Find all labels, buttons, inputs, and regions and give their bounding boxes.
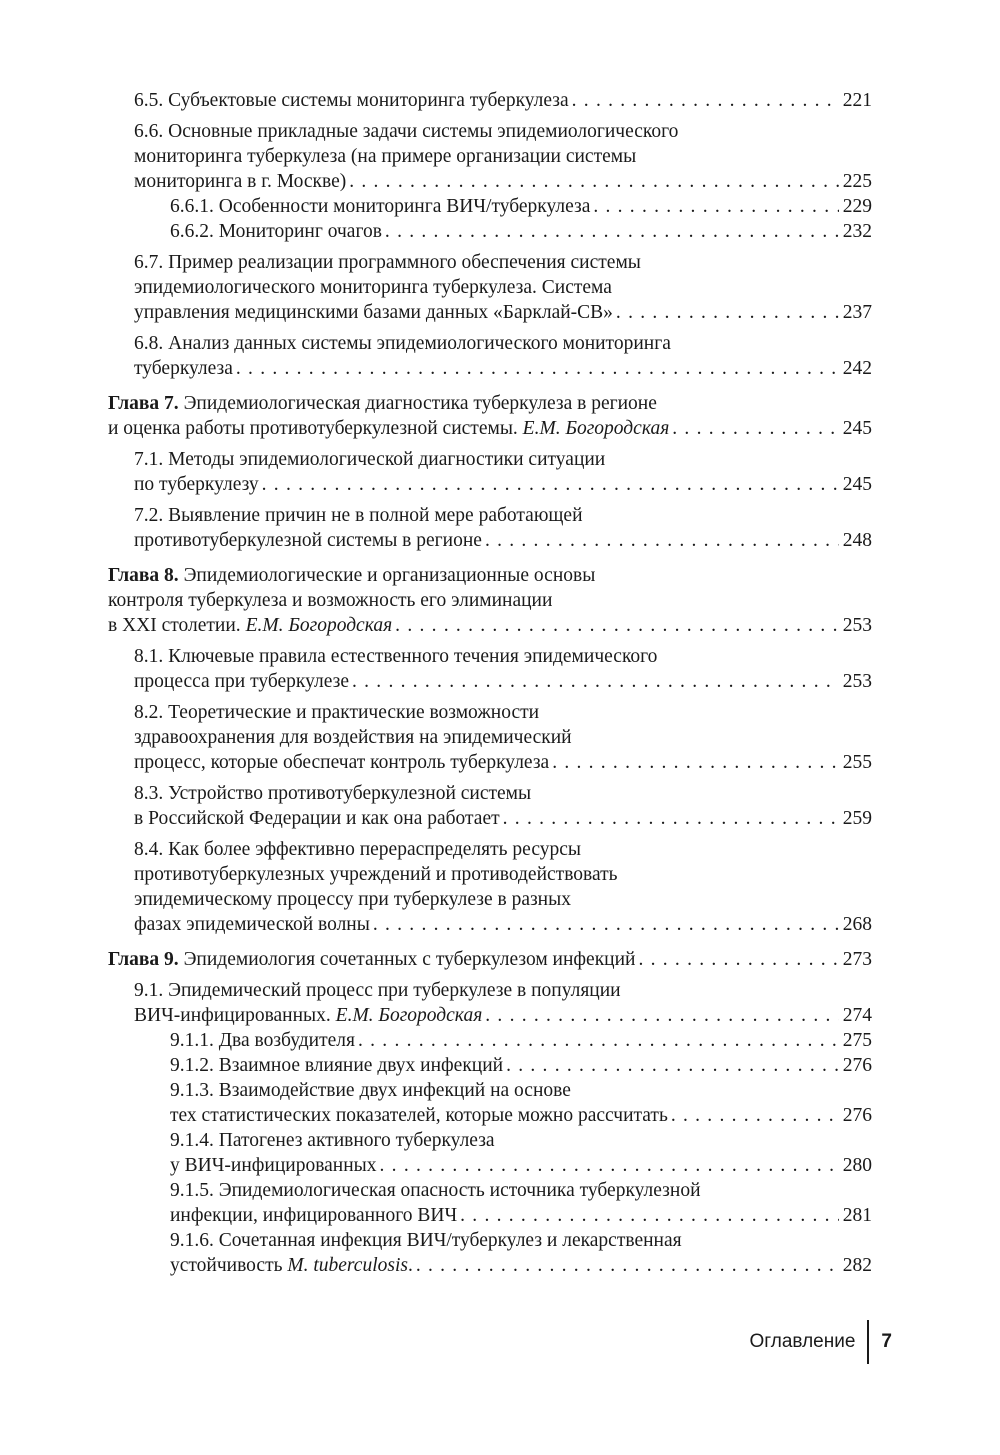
- toc-entry[interactable]: [134, 978, 872, 1028]
- author-name: Е.М. Богородская: [245, 615, 393, 636]
- toc-entry-last-line: [108, 613, 872, 638]
- toc-entry-last-line: [170, 219, 872, 244]
- toc-entry-text-wrap: [134, 912, 370, 937]
- toc-entry-text: мониторинга туберкулеза (на примере организации системы: [134, 146, 637, 167]
- leader-dots: [413, 1253, 839, 1278]
- leader-dots: [392, 613, 839, 638]
- toc-page-number: 255: [842, 752, 872, 773]
- toc-entry-text-wrap: [134, 300, 613, 325]
- chapter-label: Глава 7.: [108, 393, 179, 414]
- toc-entry-last-line: [134, 169, 872, 194]
- toc-entry-line: [108, 588, 872, 613]
- toc-entry-text: тех статистических показателей, которые можно рассчитать: [170, 1105, 668, 1126]
- toc-page-number: 232: [842, 221, 872, 242]
- toc-entry-text-wrap: [134, 669, 349, 694]
- toc-entry-text: 6.6.2. Мониторинг очагов: [170, 221, 382, 242]
- leader-dots: [382, 219, 839, 244]
- toc-entry[interactable]: [170, 1078, 872, 1128]
- toc-entry-text-wrap: [134, 356, 233, 381]
- toc-entry-line: [170, 1228, 872, 1253]
- toc-entry-text-wrap: [134, 1003, 482, 1028]
- toc-entry[interactable]: [170, 219, 872, 244]
- table-of-contents: [108, 88, 872, 1278]
- leader-dots: [590, 194, 838, 219]
- toc-entry[interactable]: [134, 781, 872, 831]
- leader-dots: [500, 806, 839, 831]
- toc-entry[interactable]: [170, 1228, 872, 1278]
- toc-entry-text: 8.1. Ключевые правила естественного течения эпидемического: [134, 646, 658, 667]
- toc-entry-last-line: [134, 912, 872, 937]
- toc-entry-text: 8.2. Теоретические и практические возможности: [134, 702, 540, 723]
- leader-dots: [482, 1003, 838, 1028]
- toc-entry-line: [170, 1178, 872, 1203]
- toc-entry-last-line: [170, 1103, 872, 1128]
- toc-entry[interactable]: [134, 119, 872, 194]
- toc-page-number: 280: [842, 1155, 872, 1176]
- toc-entry-line: [134, 119, 872, 144]
- toc-page-number: 221: [842, 90, 872, 111]
- toc-entry[interactable]: [134, 644, 872, 694]
- toc-entry-line: [108, 391, 872, 416]
- toc-entry-last-line: [134, 88, 872, 113]
- toc-entry-last-line: [170, 1153, 872, 1178]
- toc-entry-text: 6.5. Субъектовые системы мониторинга туберкулеза: [134, 90, 569, 111]
- toc-entry-line: [134, 837, 872, 862]
- toc-entry-last-line: [170, 1203, 872, 1228]
- toc-entry-last-line: [170, 1053, 872, 1078]
- toc-entry-line: [134, 644, 872, 669]
- toc-entry-line: [134, 862, 872, 887]
- toc-page-number: 229: [842, 196, 872, 217]
- leader-dots: [259, 472, 839, 497]
- toc-chapter-entry[interactable]: [108, 563, 872, 638]
- toc-entry-text: 7.1. Методы эпидемиологической диагностики ситуации: [134, 449, 606, 470]
- toc-entry-text: 9.1.6. Сочетанная инфекция ВИЧ/туберкулез и лекарственная: [170, 1230, 682, 1251]
- leader-dots: [233, 356, 839, 381]
- leader-dots: [668, 1103, 839, 1128]
- toc-entry-text: Эпидемиология сочетанных с туберкулезом инфекций: [178, 949, 636, 970]
- toc-entry-text-wrap: [170, 1053, 503, 1078]
- toc-entry-text: Эпидемиологические и организационные основы: [178, 565, 596, 586]
- toc-entry-last-line: [170, 194, 872, 219]
- toc-entry-line: [108, 563, 872, 588]
- toc-page-number: 275: [842, 1030, 872, 1051]
- toc-entry-line: [134, 447, 872, 472]
- toc-entry-text-wrap: [108, 613, 392, 638]
- toc-page-number: 274: [842, 1005, 872, 1026]
- toc-entry-text: 6.7. Пример реализации программного обеспечения системы: [134, 252, 641, 273]
- toc-page-number: 282: [842, 1255, 872, 1276]
- toc-entry-last-line: [170, 1253, 872, 1278]
- toc-entry-text: фазах эпидемической волны: [134, 914, 370, 935]
- toc-entry-text-wrap: [134, 88, 569, 113]
- toc-entry-text: в XXI столетии.: [108, 615, 246, 636]
- toc-entry-text-wrap: [170, 1153, 377, 1178]
- toc-entry-last-line: [108, 416, 872, 441]
- toc-entry-text-wrap: [134, 169, 346, 194]
- leader-dots: [370, 912, 839, 937]
- toc-entry-text: эпидемическому процессу при туберкулезе в разных: [134, 889, 571, 910]
- toc-page-number: 245: [842, 418, 872, 439]
- leader-dots: [457, 1203, 839, 1228]
- toc-entry-text: в Российской Федерации и как она работает: [134, 808, 500, 829]
- toc-page-number: 253: [842, 671, 872, 692]
- toc-entry-line: [134, 144, 872, 169]
- toc-entry-text: 8.3. Устройство противотуберкулезной системы: [134, 783, 532, 804]
- leader-dots: [346, 169, 839, 194]
- species-name: M. tuberculosis: [287, 1255, 408, 1276]
- author-name: Е.М. Богородская: [335, 1005, 483, 1026]
- toc-entry-text: процесса при туберкулезе: [134, 671, 349, 692]
- toc-entry[interactable]: [170, 1128, 872, 1178]
- toc-entry-text-wrap: [134, 750, 549, 775]
- toc-entry-text-wrap: [134, 528, 482, 553]
- toc-entry-text: 9.1.4. Патогенез активного туберкулеза: [170, 1130, 495, 1151]
- toc-entry-line: [134, 978, 872, 1003]
- toc-entry-line: [134, 250, 872, 275]
- toc-entry-text: контроля туберкулеза и возможность его элиминации: [108, 590, 553, 611]
- leader-dots: [569, 88, 839, 113]
- toc-entry[interactable]: [170, 1178, 872, 1228]
- toc-entry-text: мониторинга в г. Москве): [134, 171, 347, 192]
- toc-entry-line: [134, 700, 872, 725]
- leader-dots: [503, 1053, 839, 1078]
- toc-entry-text: ВИЧ-инфицированных.: [134, 1005, 336, 1026]
- toc-entry-text: 9.1.1. Два возбудителя: [170, 1030, 355, 1051]
- toc-entry-last-line: [134, 356, 872, 381]
- toc-chapter-entry[interactable]: [108, 391, 872, 441]
- toc-entry-text-wrap: [170, 194, 590, 219]
- toc-entry-text-wrap: [170, 1253, 413, 1278]
- toc-entry-text: 7.2. Выявление причин не в полной мере работающей: [134, 505, 583, 526]
- leader-dots: [613, 300, 839, 325]
- toc-entry-last-line: [134, 750, 872, 775]
- toc-entry-line: [170, 1078, 872, 1103]
- toc-entry-text: 8.4. Как более эффективно перераспределять ресурсы: [134, 839, 581, 860]
- toc-page-number: 253: [842, 615, 872, 636]
- running-header-section: Оглавление: [749, 1331, 856, 1352]
- toc-entry-text: 6.6. Основные прикладные задачи системы эпидемиологического: [134, 121, 679, 142]
- page-footer: [749, 1320, 892, 1364]
- toc-entry-line: [134, 725, 872, 750]
- toc-entry-text-wrap: [170, 1028, 355, 1053]
- toc-page-number: 225: [842, 171, 872, 192]
- toc-page-number: 268: [842, 914, 872, 935]
- toc-entry-text: у ВИЧ-инфицированных: [170, 1155, 377, 1176]
- toc-entry-text: процесс, которые обеспечат контроль туберкулеза: [134, 752, 550, 773]
- toc-entry-text-wrap: [134, 806, 500, 831]
- toc-entry-text: 6.6.1. Особенности мониторинга ВИЧ/туберкулеза: [170, 196, 591, 217]
- toc-page-number: 281: [842, 1205, 872, 1226]
- leader-dots: [377, 1153, 839, 1178]
- leader-dots: [349, 669, 839, 694]
- toc-entry-line: [134, 887, 872, 912]
- toc-entry-text: туберкулеза: [134, 358, 233, 379]
- toc-page-number: 259: [842, 808, 872, 829]
- toc-entry-text: и оценка работы противотуберкулезной системы.: [108, 418, 523, 439]
- toc-entry-text-wrap: [170, 1103, 668, 1128]
- toc-entry-last-line: [108, 947, 872, 972]
- toc-page-number: 276: [842, 1105, 872, 1126]
- toc-entry-text-wrap: [170, 219, 382, 244]
- leader-dots: [549, 750, 839, 775]
- toc-entry-text: 9.1.3. Взаимодействие двух инфекций на основе: [170, 1080, 571, 1101]
- toc-entry-text-wrap: [170, 1203, 457, 1228]
- leader-dots: [669, 416, 838, 441]
- toc-entry-last-line: [134, 528, 872, 553]
- toc-entry[interactable]: [170, 1053, 872, 1078]
- toc-entry-text: 9.1. Эпидемический процесс при туберкулезе в популяции: [134, 980, 621, 1001]
- toc-entry[interactable]: [134, 837, 872, 937]
- leader-dots: [355, 1028, 839, 1053]
- toc-entry-last-line: [134, 472, 872, 497]
- author-name: Е.М. Богородская: [522, 418, 670, 439]
- leader-dots: [482, 528, 839, 553]
- toc-entry[interactable]: [134, 447, 872, 497]
- page-number: 7: [881, 1331, 892, 1352]
- toc-entry-line: [134, 275, 872, 300]
- toc-entry-text: Эпидемиологическая диагностика туберкулеза в регионе: [178, 393, 657, 414]
- toc-entry-line: [134, 781, 872, 806]
- toc-entry-text: по туберкулезу: [134, 474, 259, 495]
- toc-entry-text: здравоохранения для воздействия на эпидемический: [134, 727, 572, 748]
- chapter-label: Глава 8.: [108, 565, 179, 586]
- toc-entry-line: [170, 1128, 872, 1153]
- toc-entry-last-line: [134, 806, 872, 831]
- toc-entry[interactable]: [134, 700, 872, 775]
- toc-entry-text: 9.1.5. Эпидемиологическая опасность источника туберкулезной: [170, 1180, 701, 1201]
- toc-entry[interactable]: [134, 88, 872, 113]
- toc-entry-last-line: [134, 1003, 872, 1028]
- toc-entry-last-line: [134, 669, 872, 694]
- chapter-label: Глава 9.: [108, 949, 179, 970]
- leader-dots: [635, 947, 838, 972]
- toc-chapter-entry[interactable]: [108, 947, 872, 972]
- toc-entry-tail: .: [407, 1255, 413, 1276]
- toc-page-number: 242: [842, 358, 872, 379]
- toc-entry-line: [134, 503, 872, 528]
- toc-entry-last-line: [170, 1028, 872, 1053]
- toc-page-number: 237: [842, 302, 872, 323]
- toc-entry[interactable]: [170, 194, 872, 219]
- toc-page-number: 248: [842, 530, 872, 551]
- toc-entry-text: 9.1.2. Взаимное влияние двух инфекций: [170, 1055, 504, 1076]
- toc-entry-text-wrap: [108, 416, 669, 441]
- toc-page-number: 273: [842, 949, 872, 970]
- toc-page-number: 245: [842, 474, 872, 495]
- toc-entry-text: 6.8. Анализ данных системы эпидемиологического мониторинга: [134, 333, 671, 354]
- toc-entry-text: управления медицинскими базами данных «Барклай-СВ»: [134, 302, 613, 323]
- toc-entry[interactable]: [134, 250, 872, 325]
- toc-entry-text: противотуберкулезных учреждений и противодействовать: [134, 864, 618, 885]
- toc-entry[interactable]: [134, 331, 872, 381]
- toc-entry[interactable]: [134, 503, 872, 553]
- toc-entry-text: противотуберкулезной системы в регионе: [134, 530, 482, 551]
- toc-entry-text: инфекции, инфицированного ВИЧ: [170, 1205, 458, 1226]
- toc-entry-last-line: [134, 300, 872, 325]
- toc-entry-line: [134, 331, 872, 356]
- toc-entry-text: устойчивость: [170, 1255, 288, 1276]
- toc-entry-text-wrap: [108, 947, 635, 972]
- toc-page-number: 276: [842, 1055, 872, 1076]
- toc-entry-text-wrap: [134, 472, 259, 497]
- toc-entry[interactable]: [170, 1028, 872, 1053]
- toc-entry-text: эпидемиологического мониторинга туберкулеза. Система: [134, 277, 612, 298]
